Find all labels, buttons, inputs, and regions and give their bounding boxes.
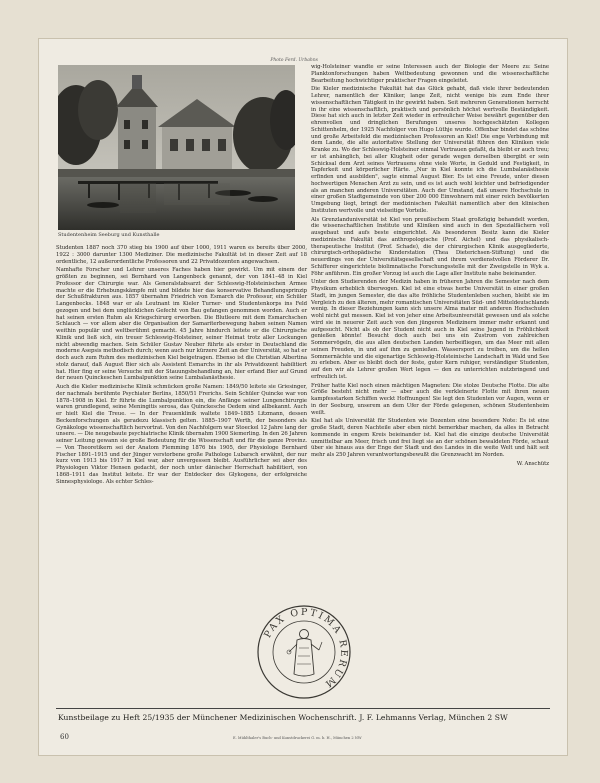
photo-caption: Studentenheim Seeburg und Kunsthalle — [58, 232, 160, 238]
paragraph: Kiel hat als Universität für Studenten wie Dozenten eine besondere Note: Es ist eine große Stadt, deren Nachteile aber eben nicht bemerkbar machen, da alles in Betracht kommende in engem Kreis beieinander ist. Kiel hat die einzige deutsche Universität unmittelbar am Meer, frisch und frei liegt sie an der schönen bewaldeten Förde, schaut über sie hinaus aus der Enge der Stadt und des Landes in die weite Welt und hält seit mehr als 250 Jahren verantwortungsbewußt die Grenzwacht im Norden. — [311, 418, 549, 458]
paragraph: Früher hatte Kiel noch einen mächtigen Magneten: Die stolze Deutsche Flotte. Die alte Größe besteht nicht mehr — aber auch die verkleinerte Flotte mit ihren neuen kampfesstarken Schiffen weckt Hoffnungen! Sie legt den Studenten vor Augen, wenn er in der Seeburg, unserem an dem Ufer der Förde gelegenen, schönen Studentenheim weilt. — [311, 382, 549, 416]
paragraph: Studenten 1887 noch 370 stieg bis 1900 auf über 1000, 1911 waren es bereits über 2000, 1922 : 3000 darunter 1300 Mediziner. Die medizinische Fakultät ist in dieser Zeit auf 18 ordentliche, 12 außerordentliche Professoren und 22 Privatdozenten angewachsen. — [56, 245, 307, 265]
paragraph: Die Kieler medizinische Fakultät hat das Glück gehabt, daß viele ihrer bedeutenden Lehrer, namentlich der Kliniker, lange Zeit, nicht wenige bis zum Ende ihrer wissenschaftlichen Tätigkeit in ihr gewirkt haben. Seit mehreren Generationen herrscht in ihr eine wissenschaftlich, praktisch und persönlich höchst wertvolle Beständigkeit. Diese hat sich auch in letzter Zeit wieder in erfreulicher Weise bewährt gegenüber den ehrenvollen und dringlichen Berufungen unseres hochgeschätzten Kollegen Schittenhelm, der 1925 Nachfolger von Hugo Lüthje wurde. Offenbar bindet das schöne und große Arbeitsfeld die medizinischen Professoren an Kiel! Die enge Verbindung mit dem Lande, die alte autoritative Stellung der Universität führen den Kliniken viele Kranke zu. Wo der Schleswig-Holsteiner einmal Vertrauen gefaßt, da bleibt er auch treu; er ist anhänglich, bei aller Klugheit oder gerade wegen derselben übergibt er sein Schicksal dem Arzt seines Vertrauens ohne viele Worte, in Geduld und Festigkeit, in Tapferkeit und körperlicher Härte. „Nur in Kiel konnte ich die Lumbalanästhesie erfinden und ausbilden", sagte einmal August Bier. Es ist eine Freude, unter diesen hochwertigen Menschen Arzt zu sein, und es ist auch wohl leichter und befriedigender als an manchen anderen Universitäten. Auch der Umstand, daß unsere Hochschule in einer großen Stadtgemeinde von über 200 000 Einwohnern mit einer reich bevölkerten Umgebung liegt, bringt der medizinischen Fakultät namentlich aber den klinischen Instituten wertvolle und vielseitige Vorteile. — [311, 86, 549, 214]
paragraph: wig-Holsteiner wandte er seine Interessen auch der Biologie der Meere zu: Seine Planktonforschungen haben Weltbedeutung gewonnen und die wissenschaftliche Bearbeitung hochwichtiger praktischer Fragen eingeleitet. — [311, 64, 549, 84]
paragraph: Als Grenzlanduniversität ist Kiel von preußischem Staat großzügig behandelt worden, die wissenschaftlichen Institute und Kliniken sind auch in den Spezialfächern voll ausgebaut und aufs beste eingerichtet. Als besonderen Besitz kann die Kieler medizinische Fakultät das anthropologische (Prof. Aichel) und das physikalisch-therapeutische Institut (Prof. Schade), die der chirurgischen Klinik ausgegliederte, chirurgisch-orthopädische Kinderstation (Thea Dieterichsen-Stiftung) und die neuerdings von der Universitätsgesellschaft und ihrem verdienstvollen Förderer Dr. Schifferer eingerichtete biolimnatische Forschungsstelle mit der Zweigstelle in Wyk a. Föhr anführen. Ein großer Vorzug ist auch die Lage aller Institute nahe beieinander. — [311, 216, 549, 277]
left-column — [56, 245, 307, 487]
paragraph: Namhafte Forscher und Lehrer unseres Faches haben hier gewirkt. Um mit einem der größten zu beginnen, sei Bernhard von Langenbeck genannt, der von 1841–48 in Kiel Professor der Chirurgie war. Als Generalstabsarzt der Schleswig-Holsteinischen Armee machte er die Erhebungskämpfe mit und bildete hier das konservative Behandlungsprinzip der Schußfrakturen aus. 1857 übernahm Friedrich von Esmarch die Professur, ein Schüler Langenbecks. 1848 war er als Leutnant im Kieler Turner- und Studentenkorps ins Feld gezogen und bei dem unglücklichen Gefecht von Bau gefangen genommen worden. Auch er hat seinen ersten Ruhm als Kriegschirurg erworben. Die Blutleere mit dem Esmarchschen Schlauch — vor allem aber die Organisation der Samariterbewegung haben seinen Namen weithin populär und weltberühmt gemacht. 45 Jahre hindurch leitete er die Chirurgische Klinik und ließ sich, ein treuer Schleswig-Holsteiner, seiner Heimat trotz aller Lockungen nicht abwendig machen. Sein Schüler Gustav Neuber führte als erster in Deutschland die moderne Asepsis methodisch durch; wenn auch nur kürzere Zeit an der Universität, so hat er doch auch zum Ruhm des medizinischen Kiel beigetragen. Ebenso ist die Christian Albertina stolz darauf, daß August Bier sich als Assistent Esmarchs in ihr als Privatdozent habilitiert hat. Hier fing er seine Versuche mit der Stauungsbehandlung an, hier erfand Bier auf Grund der neuen Quinckeschen Lumbalpunktion seine Lumbalanästhesie. — [56, 267, 307, 382]
seal-motto: PAX OPTIMA RERUM — [262, 606, 350, 691]
paragraph: Unter den Studierenden der Medizin haben in früheren Jahren die Semester nach dem Physikum erheblich überwogen. Kiel ist eine etwas herbe Universität in einer großen Stadt, im jungen Semester, die das alte fröhliche Studentenleben suchen, bleibt sie im Vergleich zu den älteren, mehr romantischen Universitäten Süd- und Mitteldeutschlands wenig. In dieser Beziehungen kann sich unsere Alma mater mit anderen Hochschulen wohl nicht gut messen. Kiel ist von jeher eine Arbeitsuniversität gewesen und als solche wird sie in neuerer Zeit auch von den jüngeren Medizinern immer mehr erkannt und aufgesucht. Nicht als ob der Student nicht auch in Kiel seine Jugend in Fröhlichkeit genießen könnte! Besucht doch auch bei uns ein Zustrom von zahlreichen Sommervögeln, die aus allen deutschen Landen herbeifliegen, um das Meer mit allen seinen Freuden, in und auf ihm zu genießen. Wassersport zu treiben, um die hellen Sommernächte und die eigenartige Schleswig-Holsteinische Landschaft in Wald und See zu erleben. Aber es bleibt doch der feste, guter Kern ruhiger, verständiger Studenten, auf den wir als Lehrer großen Wert legen — den zu unterrichten nutzbringend und erfreulich ist. — [311, 279, 549, 380]
photo-credit: Photo Ferd. Urbahns — [270, 58, 318, 63]
photo-illustration — [58, 65, 295, 230]
page-number: 60 — [60, 733, 69, 741]
supplement-notice: Kunstbeilage zu Heft 25/1935 der Münchener Medizinischen Wochenschrift. J. F. Lehmanns Verlag, München 2 SW — [58, 713, 508, 722]
footer-rule — [56, 708, 550, 709]
paragraph: Auch die Kieler medizinische Klinik schmücken große Namen: 1849/50 leitete sie Griesinger, der nachmals berühmte Psychiater Berlins, 1850/51 Frerichs. Sein Schüler Quincke war von 1878–1908 in Kiel. Er führte die Lumbalpunktion ein, die Anfänge seiner Lungenchirurgie waren grundlegend, seine Meningitis serosa, das Quinckesche Oedem sind allbekannt. Auch er hielt Kiel die Treue. — In der Frauenklinik waltete 1849–1885 Litzmann, dessen Beckenforschungen als geradezu klassisch gelten. 1885–1907 Werth, der besonders als Gynäkologe wissenschaftlich hervortrat. Von den Nachfolgern war Stoeckel 12 Jahre lang der unsere. — Die neugebaute psychiatrische Klinik übernahm 1900 Siemerling. In den 26 Jahren seiner Leitung gewann sie große Bedeutung für die Wissenschaft und für die ganze Provinz. — Von Theoretikern sei der Anatom Flemming 1876 bis 1905, der Physiologe Bernhard Fischer 1891–1915 und der Jünger verstorbene große Pathologe Lubarsch erwähnt, der nur kurz von 1913 bis 1917 in Kiel war, aber unvergessen bleibt. Ausführlicher sei aber des Physiologen Viktor Hensen gedacht, der noch unter dänischer Herrschaft habilitiert, von 1868–1911 das Institut leitete. Er war der Entdecker des Glykogens, der erfolgreiche Sinnesphysiologe. Als echter Schles- — [56, 384, 307, 485]
author-signature: W. Anschütz — [516, 460, 549, 467]
university-seal — [256, 604, 352, 700]
seal-emblem-icon — [256, 604, 352, 700]
photo-studentenheim — [58, 65, 295, 230]
right-column — [311, 64, 549, 470]
printer-imprint: E. Mühlthaler's Buch- und Kunstdruckerei G. m. b. H., München 2 NW — [233, 736, 362, 740]
page — [38, 38, 568, 756]
